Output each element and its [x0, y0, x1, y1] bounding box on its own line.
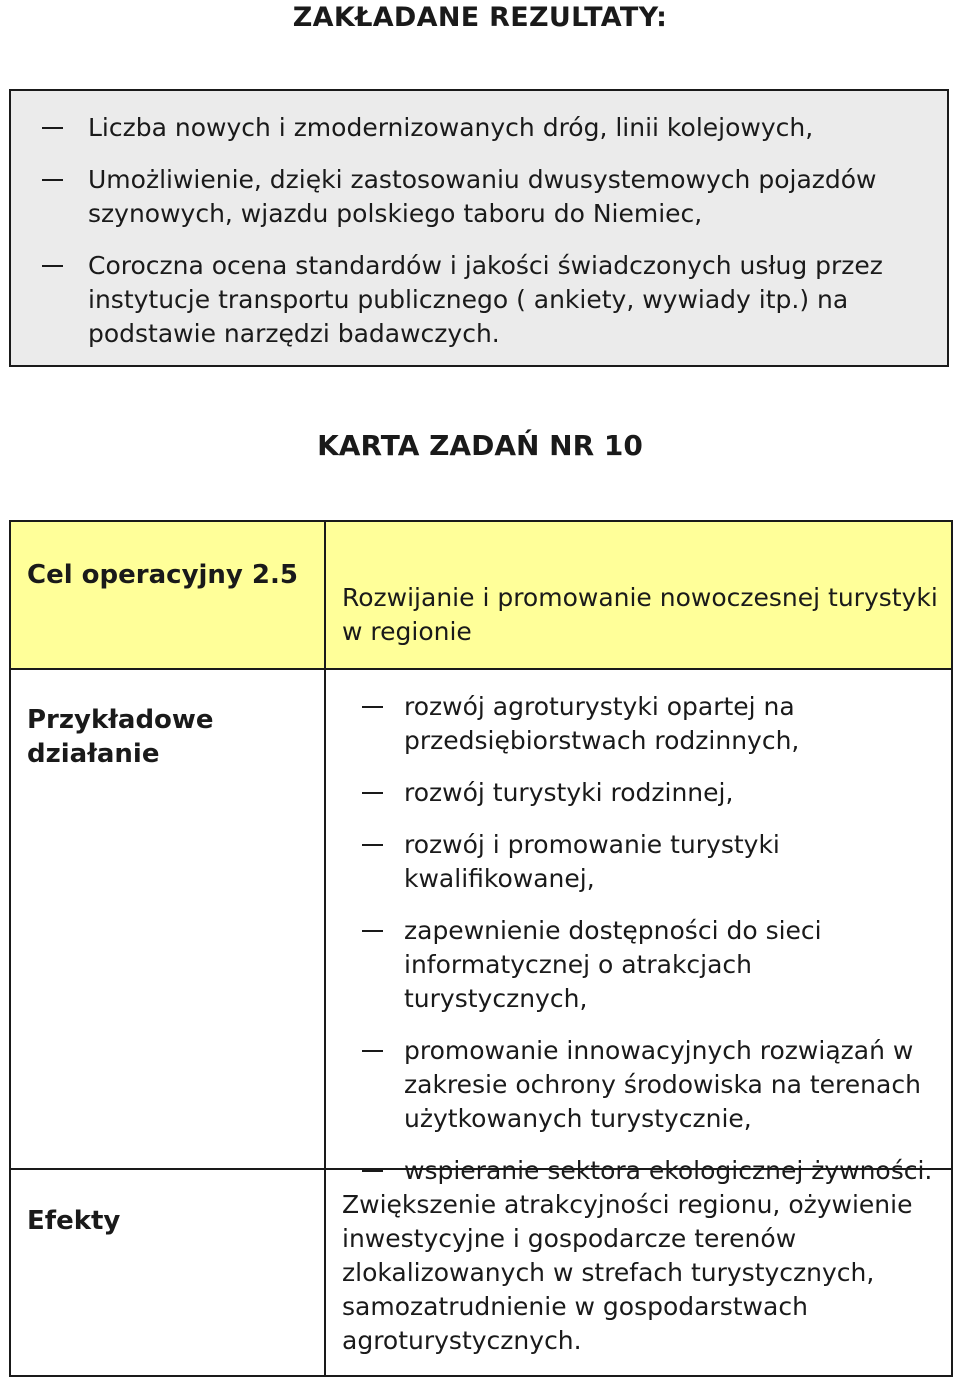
task-card-table	[9, 520, 953, 1377]
dash-bullet-icon	[362, 1050, 383, 1052]
goal-row	[11, 522, 951, 670]
list-item-text: zapewnienie dostępności do sieci informatycznej o atrakcjach turystycznych,	[404, 916, 822, 1013]
column-divider	[324, 1170, 326, 1375]
list-item	[11, 249, 947, 351]
dash-bullet-icon	[362, 930, 383, 932]
list-item-text: promowanie innowacyjnych rozwiązań w zakresie ochrony środowiska na terenach użytkowanych turystycznie,	[404, 1036, 921, 1133]
task-card-title: KARTA ZADAŃ NR 10	[317, 429, 643, 462]
list-item	[342, 1034, 942, 1136]
list-item-text: Umożliwienie, dzięki zastosowaniu dwusystemowych pojazdów szynowych, wjazdu polskiego taboru do Niemiec,	[88, 165, 877, 228]
column-divider	[324, 522, 326, 668]
goal-text: Rozwijanie i promowanie nowoczesnej turystyki w regionie	[342, 583, 938, 646]
dash-bullet-icon	[362, 792, 383, 794]
goal-label: Cel operacyjny 2.5	[27, 560, 298, 590]
list-item-text: Liczba nowych i zmodernizowanych dróg, linii kolejowych,	[88, 113, 814, 142]
dash-bullet-icon	[362, 706, 383, 708]
effects-row	[11, 1170, 951, 1375]
list-item	[342, 776, 942, 810]
dash-bullet-icon	[42, 265, 63, 267]
list-item	[342, 690, 942, 758]
list-item-text: rozwój i promowanie turystyki kwalifikowanej,	[404, 830, 780, 893]
list-item	[11, 111, 947, 145]
list-item-text: rozwój turystyki rodzinnej,	[404, 778, 734, 807]
list-item-text: Coroczna ocena standardów i jakości świadczonych usług przez instytucje transportu publicznego ( ankiety, wywiady itp.) na podstawie narzędzi badawczych.	[88, 251, 883, 348]
list-item	[11, 163, 947, 231]
list-item-text: wspieranie sektora ekologicznej żywności.	[404, 1156, 933, 1185]
actions-label: Przykładowe działanie	[27, 705, 214, 769]
column-divider	[324, 670, 326, 1168]
actions-row	[11, 670, 951, 1185]
actions-list	[342, 690, 942, 1188]
list-item	[342, 828, 942, 896]
dash-bullet-icon	[42, 179, 63, 181]
results-box	[9, 89, 949, 367]
effects-text: Zwiększenie atrakcyjności regionu, ożywienie inwestycyjne i gospodarcze terenów zlokalizowanych w strefach turystycznych, samozatrudnienie w gospodarstwach agroturystycznych.	[342, 1190, 913, 1355]
effects-label: Efekty	[27, 1206, 121, 1236]
results-list	[11, 111, 947, 369]
dash-bullet-icon	[362, 844, 383, 846]
actions-cell	[342, 690, 942, 1206]
dash-bullet-icon	[42, 127, 63, 129]
list-item-text: rozwój agroturystyki opartej na przedsiębiorstwach rodzinnych,	[404, 692, 800, 755]
page-title: ZAKŁADANE REZULTATY:	[292, 2, 668, 33]
list-item	[342, 914, 942, 1016]
